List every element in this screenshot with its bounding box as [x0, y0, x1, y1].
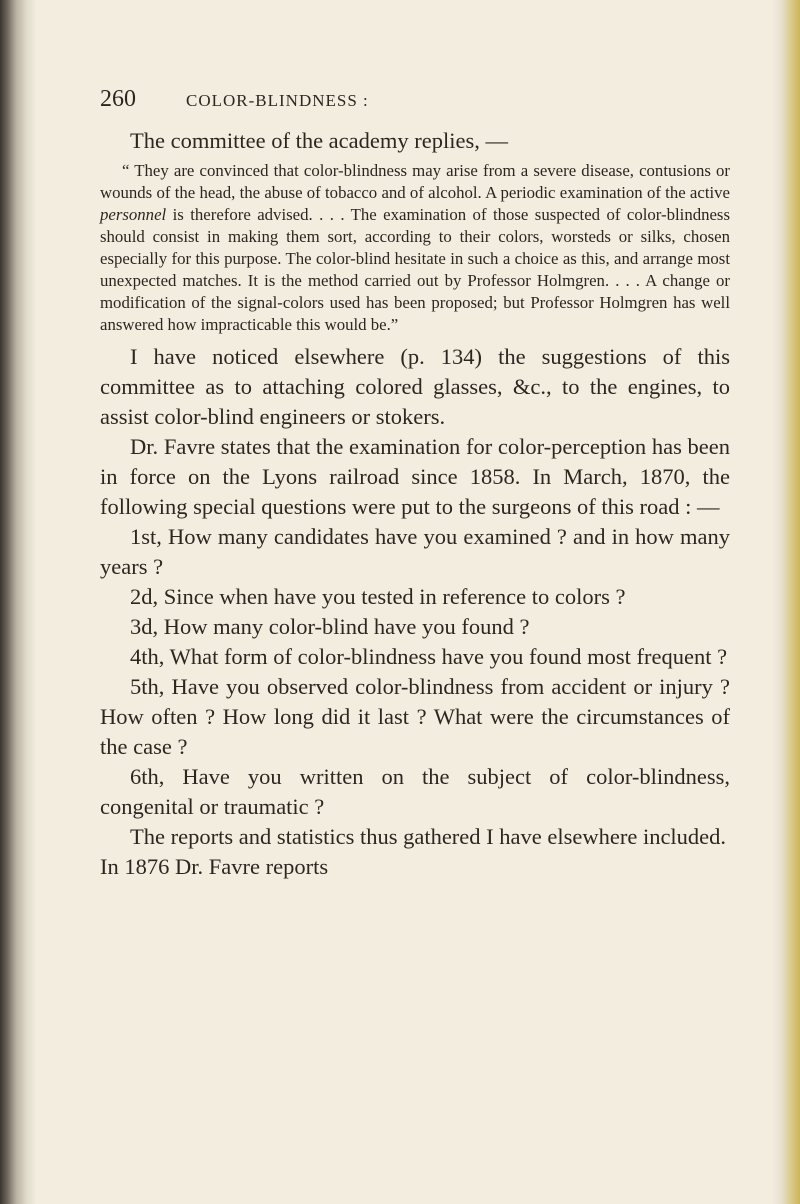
page-edge	[772, 0, 800, 1204]
body-text	[100, 342, 730, 882]
block-quote	[100, 160, 730, 336]
question-item: 1st, How many candidates have you examined ? and in how many years ?	[100, 524, 730, 579]
question-item: 5th, Have you observed color-blindness from accident or injury ? How often ? How long did it last ? What were the circumstances of the case ?	[100, 674, 730, 759]
question-item: 6th, Have you written on the subject of color-blindness, congenital or traumatic ?	[100, 764, 730, 819]
question-item: 3d, How many color-blind have you found ?	[130, 614, 530, 639]
quote-text-1: “ They are convinced that color-blindness may arise from a severe disease, contusions or wounds of the head, the abuse of tobacco and of alcohol. A periodic examination of the active	[100, 161, 730, 202]
question-item: 4th, What form of color-blindness have you found most frequent ?	[130, 644, 728, 669]
paragraph: Dr. Favre states that the examination for color-perception has been in force on the Lyons railroad since 1858. In March, 1870, the following special questions were put to the surgeons of this road : —	[100, 434, 730, 519]
chapter-title: COLOR-BLINDNESS :	[186, 91, 369, 110]
quote-text-2: is therefore advised. . . . The examination of those suspected of color-blindness should consist in making them sort, according to their colors, worsteds or silks, chosen especially for this purpose. The color-blind hesitate in such a choice as this, and arrange most unexpected matches. It is the method carried out by Professor Holmgren. . . . A change or modification of the signal-colors used has been proposed; but Professor Holmgren has well answered how impracticable this would be.”	[100, 205, 730, 334]
paragraph: The reports and statistics thus gathered I have elsewhere included. In 1876 Dr. Favre reports	[100, 824, 727, 879]
book-spine-shadow	[0, 0, 36, 1204]
quote-italic: personnel	[100, 205, 167, 224]
lead-sentence: The committee of the academy replies, —	[130, 128, 508, 153]
page-number: 260	[100, 86, 136, 112]
running-head	[100, 86, 730, 126]
book-page	[100, 86, 730, 882]
paragraph: I have noticed elsewhere (p. 134) the suggestions of this committee as to attaching colored glasses, &c., to the engines, to assist color-blind engineers or stokers.	[100, 344, 730, 429]
question-item: 2d, Since when have you tested in reference to colors ?	[130, 584, 626, 609]
